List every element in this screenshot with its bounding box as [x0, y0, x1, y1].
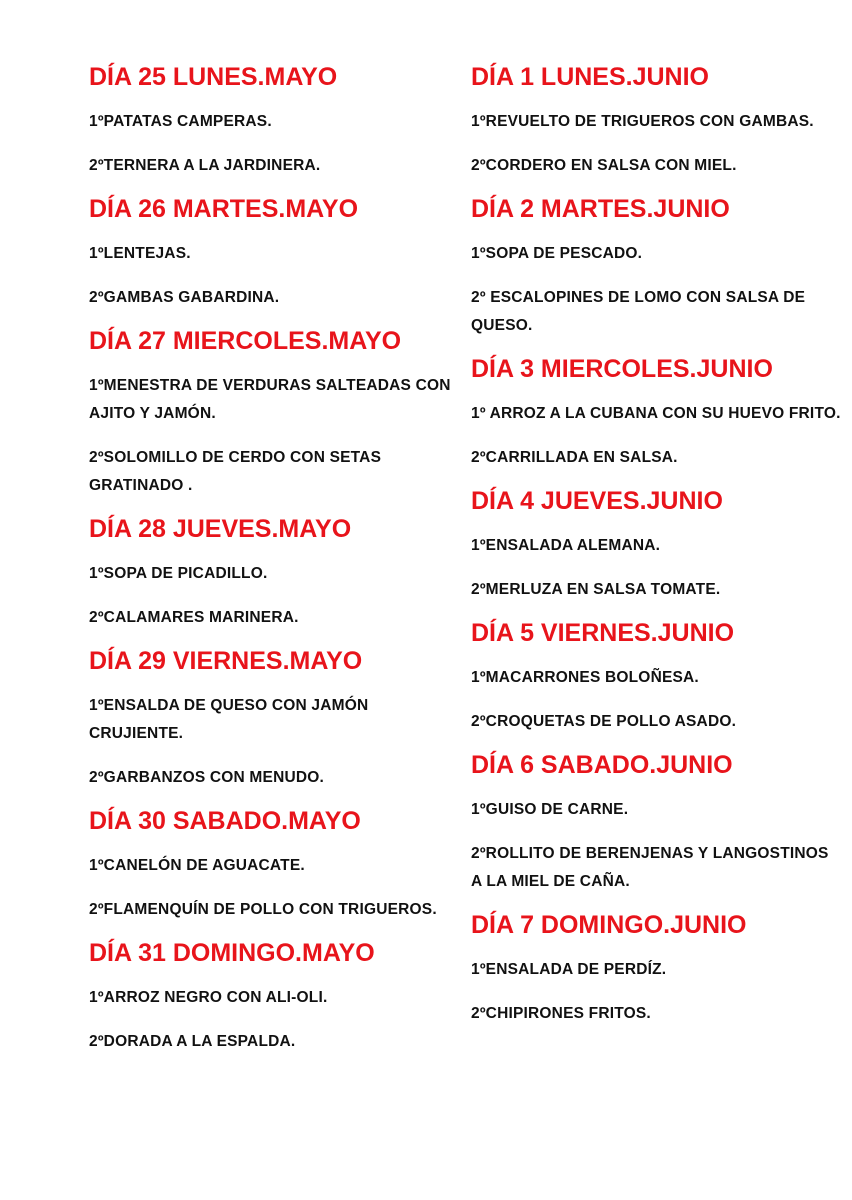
day-title: DÍA 4 JUEVES.JUNIO [471, 487, 723, 515]
day-block [89, 514, 459, 632]
first-course: 1ºENSALDA DE QUESO CON JAMÓN CRUJIENTE. [89, 697, 369, 742]
day-title: DÍA 1 LUNES.JUNIO [471, 63, 710, 91]
day-title: DÍA 31 DOMINGO.MAYO [89, 939, 375, 967]
second-course: 2ºFLAMENQUÍN DE POLLO CON TRIGUEROS. [89, 901, 437, 918]
day-title: DÍA 6 SABADO.JUNIO [471, 751, 733, 779]
first-course: 1ºLENTEJAS. [89, 245, 191, 262]
first-course: 1ºPATATAS CAMPERAS. [89, 113, 272, 130]
day-title: DÍA 27 MIERCOLES.MAYO [89, 327, 402, 355]
first-course: 1ºARROZ NEGRO CON ALI-OLI. [89, 989, 328, 1006]
menu-column-june [471, 62, 841, 1028]
first-course: 1ºCANELÓN DE AGUACATE. [89, 857, 305, 874]
first-course: 1ºSOPA DE PICADILLO. [89, 565, 268, 582]
first-course: 1ºMACARRONES BOLOÑESA. [471, 669, 699, 686]
day-block [471, 618, 841, 736]
day-block [471, 486, 841, 604]
day-block [471, 354, 841, 472]
second-course: 2ºSOLOMILLO DE CERDO CON SETAS GRATINADO . [89, 449, 382, 494]
second-course: 2ºCARRILLADA EN SALSA. [471, 449, 678, 466]
first-course: 1ºENSALADA DE PERDÍZ. [471, 961, 667, 978]
second-course: 2ºROLLITO DE BERENJENAS Y LANGOSTINOS A LA MIEL DE CAÑA. [471, 845, 829, 890]
day-block [89, 646, 459, 792]
second-course: 2ºGARBANZOS CON MENUDO. [89, 769, 325, 786]
day-block [89, 806, 459, 924]
day-title: DÍA 30 SABADO.MAYO [89, 807, 361, 835]
first-course: 1ºSOPA DE PESCADO. [471, 245, 643, 262]
day-block [89, 194, 459, 312]
day-block [89, 326, 459, 500]
day-block [471, 910, 841, 1028]
day-title: DÍA 28 JUEVES.MAYO [89, 515, 352, 543]
second-course: 2ºCROQUETAS DE POLLO ASADO. [471, 713, 737, 730]
first-course: 1ºMENESTRA DE VERDURAS SALTEADAS CON AJITO Y JAMÓN. [89, 377, 451, 422]
second-course: 2ºCALAMARES MARINERA. [89, 609, 299, 626]
day-block [471, 194, 841, 340]
first-course: 1ºREVUELTO DE TRIGUEROS CON GAMBAS. [471, 113, 814, 130]
day-title: DÍA 26 MARTES.MAYO [89, 195, 359, 223]
day-title: DÍA 29 VIERNES.MAYO [89, 647, 363, 675]
day-block [89, 938, 459, 1056]
first-course: 1ºGUISO DE CARNE. [471, 801, 629, 818]
day-title: DÍA 25 LUNES.MAYO [89, 63, 338, 91]
second-course: 2ºTERNERA A LA JARDINERA. [89, 157, 321, 174]
day-title: DÍA 5 VIERNES.JUNIO [471, 619, 735, 647]
second-course: 2ºCORDERO EN SALSA CON MIEL. [471, 157, 737, 174]
day-block [471, 62, 841, 180]
second-course: 2ºCHIPIRONES FRITOS. [471, 1005, 651, 1022]
first-course: 1º ARROZ A LA CUBANA CON SU HUEVO FRITO. [471, 405, 841, 422]
first-course: 1ºENSALADA ALEMANA. [471, 537, 661, 554]
day-block [471, 750, 841, 896]
day-title: DÍA 7 DOMINGO.JUNIO [471, 911, 747, 939]
menu-column-may [89, 62, 459, 1056]
day-title: DÍA 3 MIERCOLES.JUNIO [471, 355, 773, 383]
second-course: 2ºDORADA A LA ESPALDA. [89, 1033, 296, 1050]
second-course: 2º ESCALOPINES DE LOMO CON SALSA DE QUESO. [471, 289, 806, 334]
day-block [89, 62, 459, 180]
day-title: DÍA 2 MARTES.JUNIO [471, 195, 730, 223]
second-course: 2ºGAMBAS GABARDINA. [89, 289, 280, 306]
second-course: 2ºMERLUZA EN SALSA TOMATE. [471, 581, 721, 598]
